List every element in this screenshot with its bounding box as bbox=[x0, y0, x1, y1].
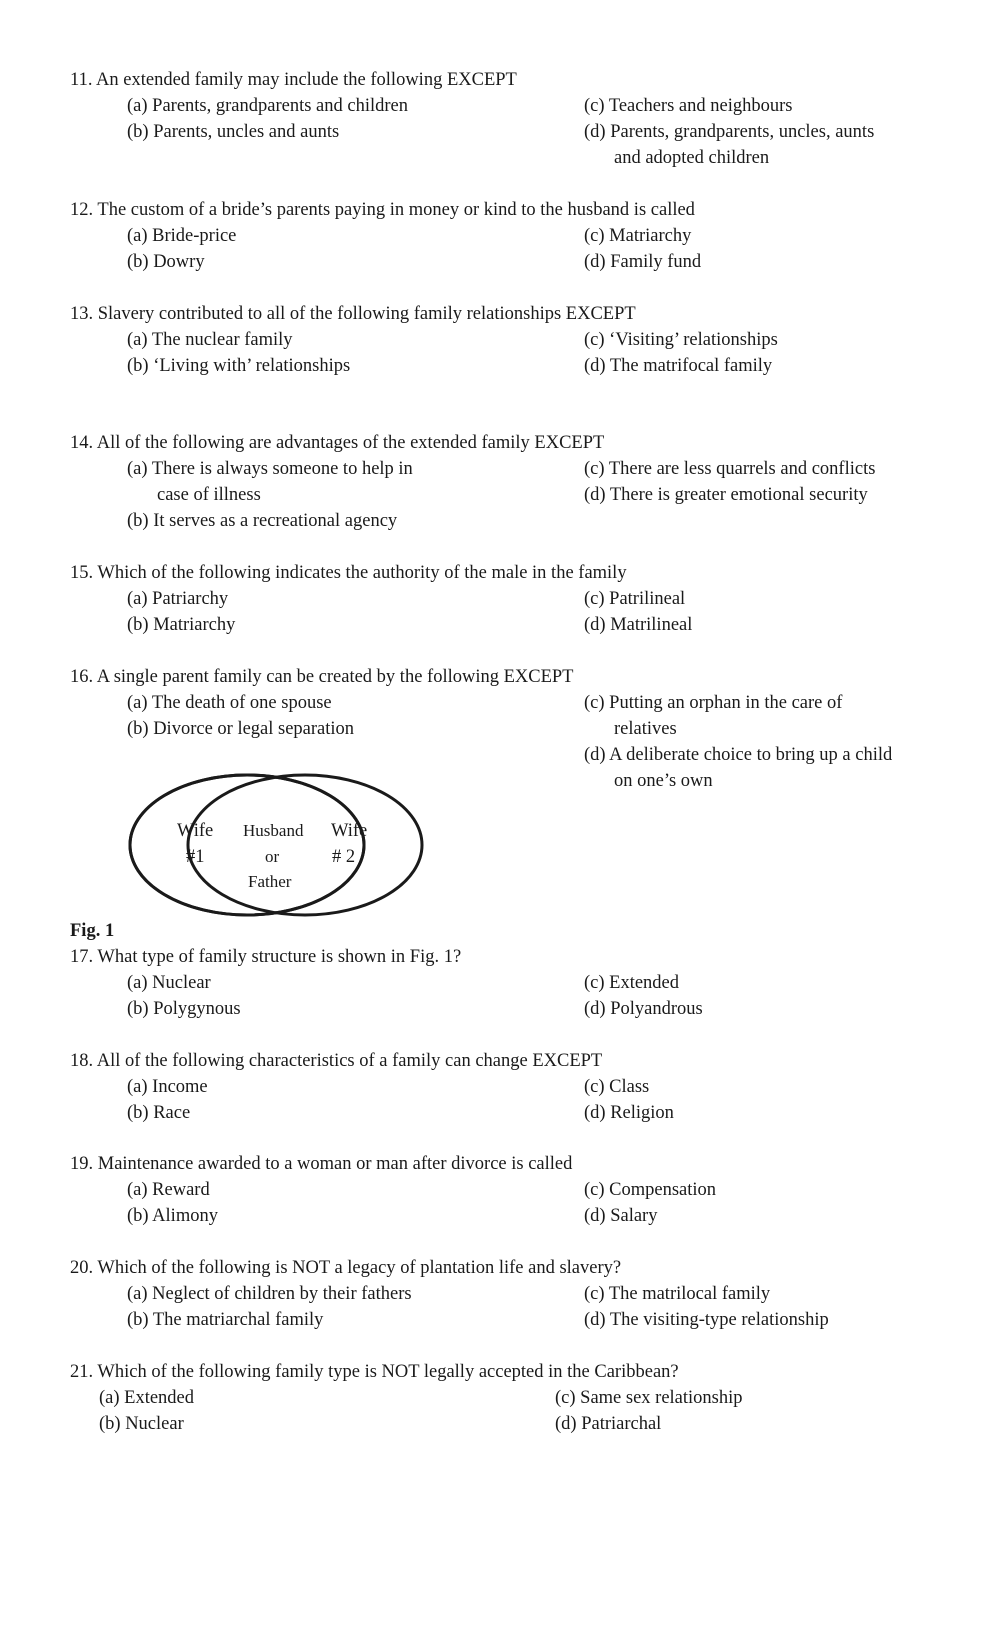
fig1-wife2-label: Wife bbox=[331, 821, 368, 841]
q19-option-d: (d) Salary bbox=[584, 1206, 658, 1226]
q16-option-d: (d) A deliberate choice to bring up a child bbox=[584, 745, 893, 765]
q17-option-a: (a) Nuclear bbox=[127, 973, 211, 993]
q20-option-b: (b) The matriarchal family bbox=[127, 1310, 324, 1330]
q16-option-c-cont: relatives bbox=[614, 719, 677, 739]
q19-option-b: (b) Alimony bbox=[127, 1206, 218, 1226]
q17-option-d: (d) Polyandrous bbox=[584, 999, 703, 1019]
q16-stem: 16. A single parent family can be created by the following EXCEPT bbox=[70, 667, 574, 687]
q12-option-b: (b) Dowry bbox=[127, 252, 205, 272]
q11-option-d: (d) Parents, grandparents, uncles, aunts bbox=[584, 122, 875, 142]
q16-option-d-cont: on one’s own bbox=[614, 771, 713, 791]
q15-option-d: (d) Matrilineal bbox=[584, 615, 693, 635]
q12-option-c: (c) Matriarchy bbox=[584, 226, 692, 246]
q13-option-d: (d) The matrifocal family bbox=[584, 356, 773, 376]
q21-option-c: (c) Same sex relationship bbox=[555, 1388, 743, 1408]
q14-option-c: (c) There are less quarrels and conflicts bbox=[584, 459, 876, 479]
q14-option-b: (b) It serves as a recreational agency bbox=[127, 511, 398, 531]
fig1-center-label-3: Father bbox=[248, 872, 292, 891]
q21-option-a: (a) Extended bbox=[99, 1388, 195, 1408]
q12-option-a: (a) Bride-price bbox=[127, 226, 237, 246]
fig1-center-label-1: Husband bbox=[243, 821, 304, 840]
q11-option-c: (c) Teachers and neighbours bbox=[584, 96, 793, 116]
q12-option-d: (d) Family fund bbox=[584, 252, 702, 272]
fig1-wife1-number: #1 bbox=[186, 847, 205, 867]
fig1-center-label-2: or bbox=[265, 847, 280, 866]
q13-stem: 13. Slavery contributed to all of the following family relationships EXCEPT bbox=[70, 304, 636, 324]
q14-option-d: (d) There is greater emotional security bbox=[584, 485, 868, 505]
fig1-wife2-number: # 2 bbox=[332, 847, 356, 867]
fig1-wife1-label: Wife bbox=[177, 821, 214, 841]
q18-option-a: (a) Income bbox=[127, 1077, 208, 1097]
q15-option-b: (b) Matriarchy bbox=[127, 615, 236, 635]
q11-option-d-cont: and adopted children bbox=[614, 148, 770, 168]
q20-stem: 20. Which of the following is NOT a legacy of plantation life and slavery? bbox=[70, 1258, 622, 1278]
q19-stem: 19. Maintenance awarded to a woman or man after divorce is called bbox=[70, 1154, 573, 1174]
q12-stem: 12. The custom of a bride’s parents paying in money or kind to the husband is called bbox=[70, 200, 695, 220]
q13-option-c: (c) ‘Visiting’ relationships bbox=[584, 330, 778, 350]
q18-option-d: (d) Religion bbox=[584, 1103, 674, 1123]
q21-stem: 21. Which of the following family type is NOT legally accepted in the Caribbean? bbox=[70, 1362, 679, 1382]
q14-stem: 14. All of the following are advantages of the extended family EXCEPT bbox=[70, 433, 605, 453]
q14-option-a-cont: case of illness bbox=[157, 485, 261, 505]
q18-option-b: (b) Race bbox=[127, 1103, 191, 1123]
q11-option-b: (b) Parents, uncles and aunts bbox=[127, 122, 340, 142]
q13-option-a: (a) The nuclear family bbox=[127, 330, 293, 350]
q18-stem: 18. All of the following characteristics of a family can change EXCEPT bbox=[70, 1051, 603, 1071]
q21-option-b: (b) Nuclear bbox=[99, 1414, 184, 1434]
q20-option-d: (d) The visiting-type relationship bbox=[584, 1310, 829, 1330]
q20-option-a: (a) Neglect of children by their fathers bbox=[127, 1284, 412, 1304]
q17-stem: 17. What type of family structure is shown in Fig. 1? bbox=[70, 947, 462, 967]
q17-option-c: (c) Extended bbox=[584, 973, 680, 993]
q16-option-b: (b) Divorce or legal separation bbox=[127, 719, 355, 739]
q19-option-c: (c) Compensation bbox=[584, 1180, 717, 1200]
q16-option-a: (a) The death of one spouse bbox=[127, 693, 332, 713]
q11-option-a: (a) Parents, grandparents and children bbox=[127, 96, 408, 116]
q17-option-b: (b) Polygynous bbox=[127, 999, 241, 1019]
q20-option-c: (c) The matrilocal family bbox=[584, 1284, 771, 1304]
q16-option-c: (c) Putting an orphan in the care of bbox=[584, 693, 843, 713]
q21-option-d: (d) Patriarchal bbox=[555, 1414, 662, 1434]
q15-option-c: (c) Patrilineal bbox=[584, 589, 686, 609]
q19-option-a: (a) Reward bbox=[127, 1180, 210, 1200]
q15-option-a: (a) Patriarchy bbox=[127, 589, 229, 609]
q11-stem: 11. An extended family may include the following EXCEPT bbox=[70, 70, 517, 90]
q18-option-c: (c) Class bbox=[584, 1077, 650, 1097]
q15-stem: 15. Which of the following indicates the authority of the male in the family bbox=[70, 563, 627, 583]
q14-option-a: (a) There is always someone to help in bbox=[127, 459, 413, 479]
q13-option-b: (b) ‘Living with’ relationships bbox=[127, 356, 351, 376]
fig1-caption: Fig. 1 bbox=[70, 921, 115, 941]
